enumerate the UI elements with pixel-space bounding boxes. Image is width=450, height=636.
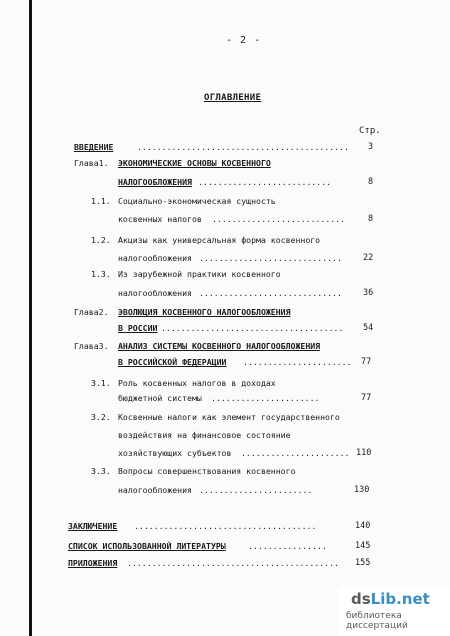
toc-appendices-dots: ........................................... [127,558,339,568]
toc-chapter3-label: Глава3. [74,341,109,351]
margin-rule [29,0,32,636]
toc-section-1-3-page: 36 [363,288,374,298]
toc-bibliography-dots: ................ [248,541,327,551]
toc-section-1-1-title-line1: Социально-экономическая сущность [118,196,276,206]
watermark-subtitle: библиотека диссертаций [346,611,408,631]
toc-chapter1-label: Глава1. [74,158,109,168]
toc-conclusion-label: ЗАКЛЮЧЕНИЕ [68,521,118,531]
toc-section-3-2-dots: ...................... [241,448,350,458]
toc-section-1-2-title-line1: Акцизы как универсальная форма косвенного [118,235,321,245]
toc-chapter2-page: 54 [363,323,374,333]
toc-bibliography-label: СПИСОК ИСПОЛЬЗОВАННОЙ ЛИТЕРАТУРЫ [68,541,226,551]
toc-section-1-1-page: 8 [368,214,374,224]
toc-section-1-1-dots: ........................... [212,214,346,224]
toc-chapter3-dots: ...................... [243,357,352,367]
toc-entry-introduction-page: 3 [368,142,374,152]
watermark-logo-rest: Lib.net [370,590,430,608]
page-number: - 2 - [226,35,262,46]
toc-section-1-1-title-line2: косвенных налогов [118,214,202,224]
toc-appendices-page: 155 [355,558,371,568]
toc-chapter2-title-line1: ЭВОЛЮЦИЯ КОСВЕННОГО НАЛОГООБЛОЖЕНИЯ [118,307,291,317]
toc-conclusion-page: 140 [355,521,371,531]
toc-section-3-3-title-line1: Вопросы совершенствования косвенного [118,466,296,476]
toc-section-1-3-label: 1.3. [91,269,111,279]
toc-entry-introduction-dots: ........................................... [137,142,349,152]
toc-chapter1-title-line1: ЭКОНОМИЧЕСКИЕ ОСНОВЫ КОСВЕННОГО [118,158,271,168]
page-title: ОГЛАВЛЕНИЕ [204,93,262,103]
toc-section-1-3-title-line2: налогообложения [118,288,192,298]
toc-section-3-2-page: 110 [356,448,372,458]
toc-chapter1-title-line2: НАЛОГООБЛОЖЕНИЯ [118,177,192,187]
toc-section-3-2-title-line2: воздействия на финансовое состояние [118,430,291,440]
toc-section-3-2-title-line3: хозяйствующих субъектов [118,448,232,458]
toc-chapter2-title-line2: В РОССИИ [118,323,158,333]
toc-section-3-3-title-line2: налогообложения [118,485,192,495]
toc-chapter3-title-line2: В РОССИЙСКОЙ ФЕДЕРАЦИИ [118,357,227,367]
toc-chapter2-dots: ..................................... [161,323,344,333]
toc-section-3-3-page: 130 [354,485,370,495]
toc-section-3-1-label: 3.1. [91,378,111,388]
watermark-logo [351,590,430,608]
toc-bibliography-page: 145 [355,541,371,551]
toc-section-1-2-page: 22 [363,253,374,263]
toc-entry-introduction-label: ВВЕДЕНИЕ [74,142,114,152]
watermark-logo-ds: ds [351,590,371,608]
toc-section-1-2-label: 1.2. [91,235,111,245]
toc-appendices-label: ПРИЛОЖЕНИЯ [68,558,118,568]
toc-section-3-3-label: 3.3. [91,466,111,476]
toc-section-1-2-dots: ............................. [199,253,342,263]
toc-section-3-3-dots: ....................... [199,485,313,495]
toc-conclusion-dots: ..................................... [134,521,317,531]
toc-section-1-1-label: 1.1. [91,196,111,206]
page-column-header: Стр. [359,126,381,136]
toc-chapter1-dots: ........................... [198,177,332,187]
toc-section-3-2-title-line1: Косвенные налоги как элемент государственного [118,412,340,422]
toc-section-1-3-title-line1: Из зарубежной практики косвенного [118,269,281,279]
toc-section-3-1-dots: ...................... [211,393,320,403]
toc-section-3-1-page: 77 [361,393,372,403]
toc-chapter1-page: 8 [368,177,374,187]
toc-section-3-1-title-line1: Роль косвенных налогов в доходах [118,378,276,388]
toc-chapter3-title-line1: АНАЛИЗ СИСТЕМЫ КОСВЕННОГО НАЛОГООБЛОЖЕНИЯ [118,341,321,351]
toc-section-1-3-dots: ............................. [199,288,342,298]
toc-section-3-1-title-line2: бюджетной системы [118,393,202,403]
toc-chapter2-label: Глава2. [74,307,109,317]
toc-chapter3-page: 77 [361,357,372,367]
toc-section-1-2-title-line2: налогообложения [118,253,192,263]
toc-section-3-2-label: 3.2. [91,412,111,422]
